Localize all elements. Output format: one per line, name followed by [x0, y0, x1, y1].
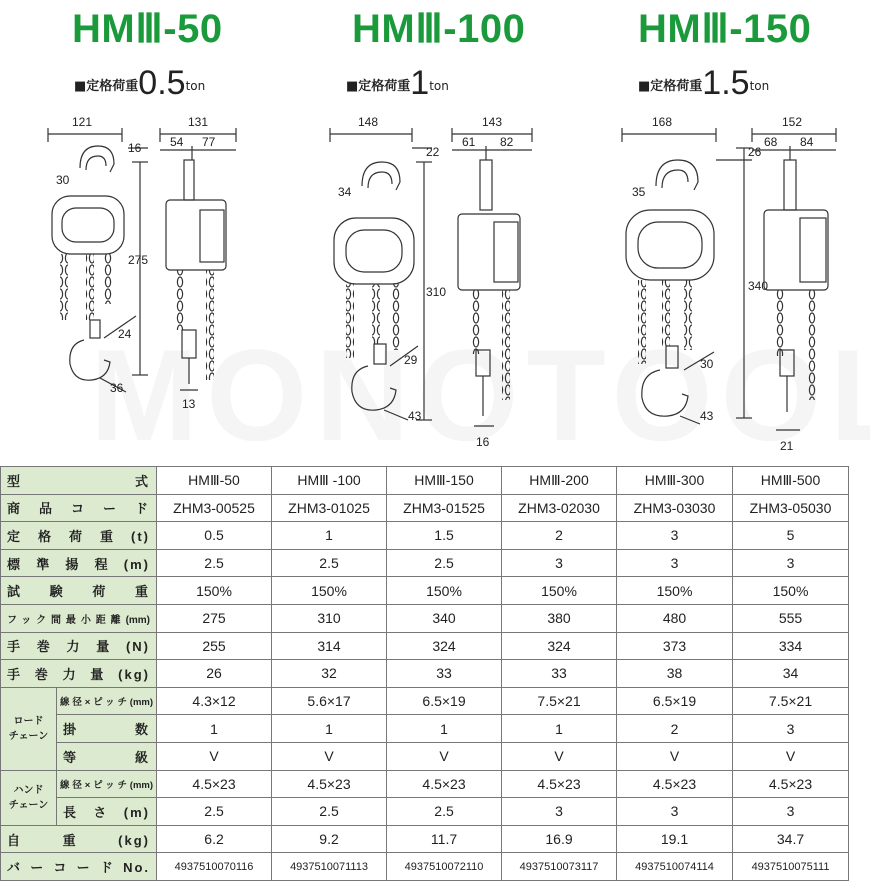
model-cell: HMⅢ -100: [272, 467, 387, 495]
side-view-100: [452, 128, 532, 426]
table-cell: 150%: [272, 577, 387, 605]
dim-depth-left-100: 61: [462, 135, 476, 149]
table-cell: 3: [733, 798, 849, 826]
table-cell: 26: [157, 660, 272, 688]
table-cell: 16.9: [502, 825, 617, 853]
group-label-load-chain: ロード チェーン: [1, 687, 57, 770]
dim-depth-right-150: 84: [800, 135, 814, 149]
table-cell: 4937510071113: [272, 853, 387, 881]
table-cell: ZHM3-03030: [617, 494, 733, 522]
table-cell: 150%: [733, 577, 849, 605]
table-cell: 3: [617, 522, 733, 550]
row-label-lift: 標準揚程(m): [1, 549, 157, 577]
table-cell: 5.6×17: [272, 687, 387, 715]
dim-angle-100: 34: [338, 185, 352, 199]
rated-load-100: ■定格荷重1ton: [346, 64, 449, 102]
row-label-product-code: 商品コード: [1, 494, 157, 522]
dim-height-50: 275: [128, 253, 149, 267]
table-cell: 34: [733, 660, 849, 688]
table-row: [1, 494, 849, 522]
table-row: [1, 715, 849, 743]
table-cell: V: [272, 742, 387, 770]
table-cell: 4.3×12: [157, 687, 272, 715]
table-cell: 480: [617, 604, 733, 632]
model-cell: HMⅢ-150: [387, 467, 502, 495]
table-cell: 373: [617, 632, 733, 660]
row-label-hand-chain-length: 長さ(m): [57, 798, 157, 826]
dim-height-150: 340: [748, 279, 769, 293]
table-cell: 32: [272, 660, 387, 688]
table-cell: 324: [502, 632, 617, 660]
table-cell: 1.5: [387, 522, 502, 550]
table-cell: ZHM3-01525: [387, 494, 502, 522]
row-label-hand-force-n: 手巻力量(N): [1, 632, 157, 660]
row-label-load-chain-size: 線径×ピッチ(mm): [57, 687, 157, 715]
dim-hook-top-100: 22: [426, 145, 440, 159]
table-cell: ZHM3-01025: [272, 494, 387, 522]
table-cell: 2.5: [157, 549, 272, 577]
table-cell: 34.7: [733, 825, 849, 853]
table-cell: 4937510073117: [502, 853, 617, 881]
side-view-150: [752, 128, 836, 430]
dim-bottom-100: 16: [476, 435, 490, 449]
dim-bottom-50: 13: [182, 397, 196, 411]
table-cell: 4.5×23: [387, 770, 502, 798]
table-cell: 38: [617, 660, 733, 688]
table-row: [1, 742, 849, 770]
table-row: [1, 549, 849, 577]
front-view-100: [330, 128, 432, 420]
dim-depth-100: 143: [482, 115, 503, 129]
model-cell: HMⅢ-50: [157, 467, 272, 495]
dim-depth-150: 152: [782, 115, 803, 129]
table-cell: 11.7: [387, 825, 502, 853]
dim-lower-hook-a-100: 29: [404, 353, 418, 367]
row-label-barcode: バーコードNo.: [1, 853, 157, 881]
table-cell: 4937510070116: [157, 853, 272, 881]
table-cell: V: [617, 742, 733, 770]
dim-lower-hook-a-50: 24: [118, 327, 132, 341]
table-row: [1, 577, 849, 605]
row-label-hand-chain-size: 線径×ピッチ(mm): [57, 770, 157, 798]
model-title-100: HMⅢ-100: [352, 7, 526, 51]
table-cell: 6.5×19: [387, 687, 502, 715]
table-cell: 2.5: [272, 549, 387, 577]
group-label-hand-chain: ハンド チェーン: [1, 770, 57, 825]
table-cell: 5: [733, 522, 849, 550]
table-cell: 3: [733, 549, 849, 577]
table-cell: 1: [502, 715, 617, 743]
table-cell: 340: [387, 604, 502, 632]
dim-angle-50: 30: [56, 173, 70, 187]
table-row: [1, 825, 849, 853]
table-cell: 1: [157, 715, 272, 743]
table-cell: 555: [733, 604, 849, 632]
dim-width-100: 148: [358, 115, 379, 129]
table-row: [1, 522, 849, 550]
table-cell: 150%: [387, 577, 502, 605]
table-cell: 6.5×19: [617, 687, 733, 715]
row-label-weight: 自重(kg): [1, 825, 157, 853]
table-cell: 2.5: [157, 798, 272, 826]
table-row: [1, 687, 849, 715]
table-cell: 2: [502, 522, 617, 550]
table-cell: 150%: [617, 577, 733, 605]
dim-width-150: 168: [652, 115, 673, 129]
table-cell: 3: [617, 549, 733, 577]
table-row: [1, 632, 849, 660]
dim-lower-hook-a-150: 30: [700, 357, 714, 371]
row-label-load-chain-grade: 等級: [57, 742, 157, 770]
table-cell: 255: [157, 632, 272, 660]
hoist-drawing-100: [330, 115, 532, 449]
model-cell: HMⅢ-300: [617, 467, 733, 495]
table-cell: 4.5×23: [617, 770, 733, 798]
row-label-hand-force-kg: 手巻力量(kg): [1, 660, 157, 688]
table-cell: 314: [272, 632, 387, 660]
rated-load-150: ■定格荷重1.5ton: [638, 64, 770, 102]
table-cell: 380: [502, 604, 617, 632]
side-view-50: [160, 128, 236, 390]
table-cell: 4937510075111: [733, 853, 849, 881]
table-cell: 4.5×23: [272, 770, 387, 798]
model-cell: HMⅢ-500: [733, 467, 849, 495]
model-title-50: HMⅢ-50: [72, 7, 223, 51]
dim-depth-right-50: 77: [202, 135, 216, 149]
model-title-150: HMⅢ-150: [638, 7, 812, 51]
table-cell: 33: [387, 660, 502, 688]
row-label-hook-distance: フック間最小距離(mm): [1, 604, 157, 632]
row-label-rated-load: 定格荷重(t): [1, 522, 157, 550]
table-cell: 4937510072110: [387, 853, 502, 881]
table-cell: 7.5×21: [502, 687, 617, 715]
table-cell: 2.5: [387, 549, 502, 577]
table-cell: ZHM3-05030: [733, 494, 849, 522]
dim-depth-left-50: 54: [170, 135, 184, 149]
table-cell: 3: [733, 715, 849, 743]
dim-depth-left-150: 68: [764, 135, 778, 149]
table-cell: 1: [272, 522, 387, 550]
table-cell: 150%: [157, 577, 272, 605]
dim-hook-top-150: 26: [748, 145, 762, 159]
table-cell: V: [502, 742, 617, 770]
table-header-row: [1, 467, 849, 495]
table-cell: 9.2: [272, 825, 387, 853]
table-cell: 275: [157, 604, 272, 632]
dim-bottom-150: 21: [780, 439, 794, 453]
table-row: [1, 660, 849, 688]
table-row: [1, 770, 849, 798]
table-cell: V: [157, 742, 272, 770]
table-cell: 3: [502, 549, 617, 577]
table-cell: 4.5×23: [502, 770, 617, 798]
table-cell: 2.5: [387, 798, 502, 826]
table-row: [1, 798, 849, 826]
table-cell: 1: [387, 715, 502, 743]
table-cell: 4.5×23: [157, 770, 272, 798]
table-cell: 1: [272, 715, 387, 743]
table-cell: V: [387, 742, 502, 770]
table-cell: ZHM3-02030: [502, 494, 617, 522]
model-cell: HMⅢ-200: [502, 467, 617, 495]
table-cell: 4937510074114: [617, 853, 733, 881]
table-cell: 4.5×23: [733, 770, 849, 798]
table-cell: 3: [617, 798, 733, 826]
table-cell: 334: [733, 632, 849, 660]
table-cell: 0.5: [157, 522, 272, 550]
dim-height-100: 310: [426, 285, 447, 299]
dim-depth-right-100: 82: [500, 135, 514, 149]
dim-depth-50: 131: [188, 115, 209, 129]
table-cell: 3: [502, 798, 617, 826]
hoist-drawing-50: [48, 115, 236, 411]
table-row: [1, 604, 849, 632]
table-cell: 310: [272, 604, 387, 632]
table-cell: 19.1: [617, 825, 733, 853]
row-label-model: 型 式: [1, 467, 157, 495]
table-cell: 33: [502, 660, 617, 688]
table-cell: 150%: [502, 577, 617, 605]
hoist-drawing-150: [622, 115, 836, 453]
spec-table: [0, 466, 849, 881]
dim-angle-150: 35: [632, 185, 646, 199]
table-cell: 6.2: [157, 825, 272, 853]
dim-lower-hook-b-150: 43: [700, 409, 714, 423]
table-cell: 7.5×21: [733, 687, 849, 715]
table-cell: 2: [617, 715, 733, 743]
row-label-test-load: 試験荷重: [1, 577, 157, 605]
front-view-150: [622, 128, 752, 424]
dim-lower-hook-b-50: 36: [110, 381, 124, 395]
dim-hook-top-50: 16: [128, 141, 142, 155]
dim-lower-hook-b-100: 43: [408, 409, 422, 423]
row-label-load-chain-falls: 掛数: [57, 715, 157, 743]
table-cell: 324: [387, 632, 502, 660]
dim-width-50: 121: [72, 115, 93, 129]
rated-load-50: ■定格荷重0.5ton: [74, 64, 206, 102]
table-cell: 2.5: [272, 798, 387, 826]
table-cell: V: [733, 742, 849, 770]
table-cell: ZHM3-00525: [157, 494, 272, 522]
table-row: [1, 853, 849, 881]
